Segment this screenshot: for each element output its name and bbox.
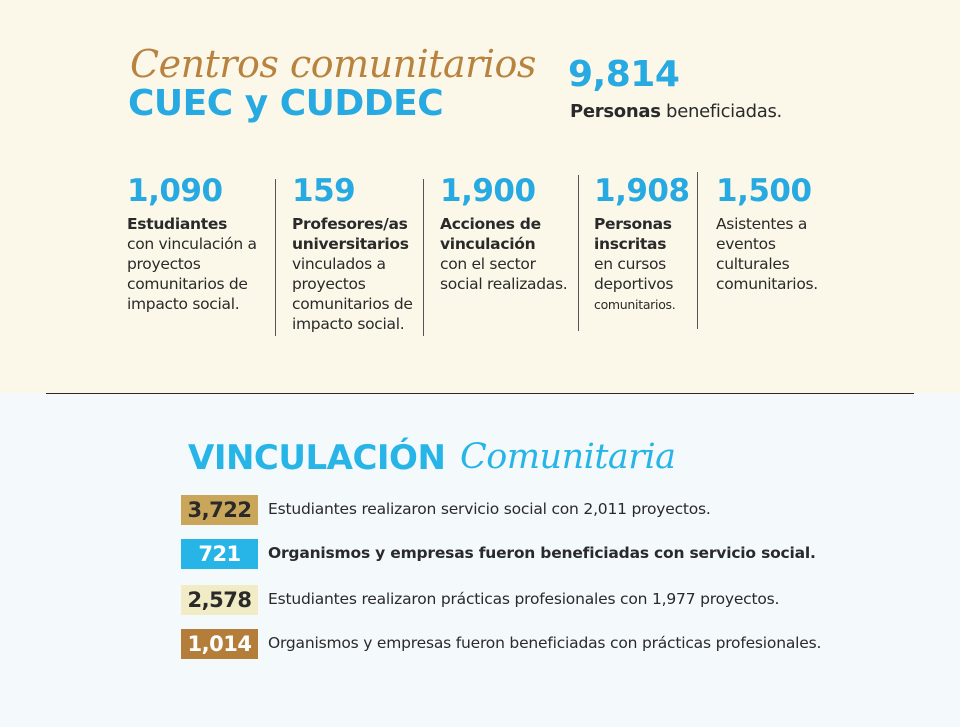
stat-separator bbox=[275, 179, 276, 336]
stat-description bbox=[292, 214, 416, 334]
stat-sports bbox=[594, 172, 698, 315]
row-text: Estudiantes realizaron prácticas profesionales con 1,977 proyectos. bbox=[268, 590, 780, 608]
stat-value: 1,900 bbox=[440, 173, 536, 209]
total-beneficiaries-value: 9,814 bbox=[568, 54, 680, 95]
stat-bold-label: Personas inscritas bbox=[594, 215, 672, 253]
stat-separator bbox=[423, 179, 424, 336]
stat-text: Asistentes a eventos culturales comunitarios. bbox=[716, 215, 818, 293]
stat-culture bbox=[716, 172, 841, 294]
stat-professors bbox=[292, 172, 416, 334]
value-badge: 721 bbox=[181, 539, 258, 569]
page-title: CUEC y CUDDEC bbox=[128, 83, 444, 124]
stat-value: 1,090 bbox=[127, 173, 223, 209]
stat-small-text: comunitarios. bbox=[594, 297, 676, 312]
row-text: Organismos y empresas fueron beneficiadas con prácticas profesionales. bbox=[268, 634, 822, 652]
row-text: Estudiantes realizaron servicio social con 2,011 proyectos. bbox=[268, 500, 711, 518]
stat-description bbox=[440, 214, 572, 294]
stat-value: 1,500 bbox=[716, 173, 812, 209]
section-title: VINCULACIÓN bbox=[188, 438, 446, 478]
stat-bold-label: Acciones de vinculación bbox=[440, 215, 541, 253]
total-label-bold: Personas bbox=[570, 101, 661, 122]
page-title-script: Centros comunitarios bbox=[130, 42, 536, 86]
stat-text: con el sector social realizadas. bbox=[440, 255, 568, 293]
stat-description bbox=[716, 214, 841, 294]
row-text: Organismos y empresas fueron beneficiadas con servicio social. bbox=[268, 544, 816, 562]
value-badge: 1,014 bbox=[181, 629, 258, 659]
stat-text: vinculados a proyectos comunitarios de impacto social. bbox=[292, 255, 413, 333]
stat-separator bbox=[578, 175, 579, 331]
value-badge: 3,722 bbox=[181, 495, 258, 525]
stat-actions bbox=[440, 172, 572, 294]
value-badge: 2,578 bbox=[181, 585, 258, 615]
stat-bold-label: Profesores/as universitarios bbox=[292, 215, 409, 253]
section-divider bbox=[46, 393, 914, 394]
stat-description bbox=[594, 214, 698, 315]
stat-separator bbox=[697, 172, 698, 329]
stat-bold-label: Estudiantes bbox=[127, 215, 228, 233]
stat-value: 159 bbox=[292, 173, 356, 209]
stat-description bbox=[127, 214, 267, 314]
stat-students bbox=[127, 172, 267, 314]
total-label-rest: beneficiadas. bbox=[660, 101, 782, 122]
total-beneficiaries-label bbox=[570, 101, 782, 122]
stat-value: 1,908 bbox=[594, 173, 690, 209]
stat-text: en cursos deportivos bbox=[594, 255, 674, 293]
stat-text: con vinculación a proyectos comunitarios de impacto social. bbox=[127, 235, 257, 313]
section-title-script: Comunitaria bbox=[460, 437, 676, 477]
